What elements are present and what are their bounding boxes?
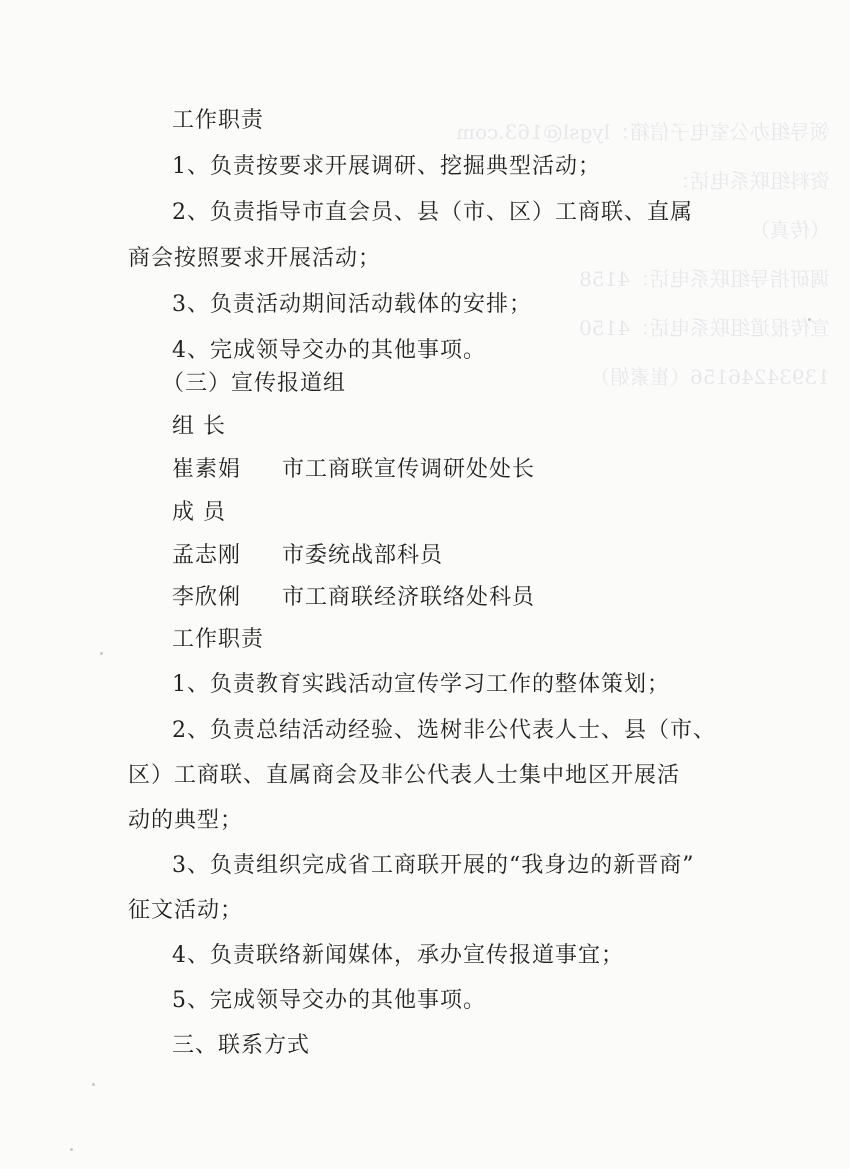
bleed-line: 领导组办公室电子信箱：lygsl@163.com bbox=[456, 120, 830, 144]
paragraph-line: 1、负责按要求开展调研、挖掘典型活动； bbox=[172, 154, 601, 179]
bleed-line: 调研指导组联系电话：4158 bbox=[579, 267, 830, 291]
section-heading: 工作职责 bbox=[172, 108, 265, 133]
bleed-line: 资料组联系电话： bbox=[670, 169, 830, 193]
paragraph-line: 3、负责活动期间活动载体的安排； bbox=[172, 292, 532, 317]
scan-speck bbox=[100, 652, 103, 655]
member-name: 李欣俐 bbox=[172, 585, 242, 610]
scan-speck bbox=[92, 1083, 95, 1086]
paragraph-line: 4、负责联络新闻媒体，承办宣传报道事宜； bbox=[172, 943, 624, 968]
scan-speck bbox=[70, 1148, 73, 1151]
paragraph-line: 5、完成领导交办的其他事项。 bbox=[172, 988, 486, 1013]
section-heading: 三、联系方式 bbox=[172, 1033, 311, 1058]
paragraph-line: 商会按照要求开展活动； bbox=[128, 246, 382, 271]
paragraph-line: 4、完成领导交办的其他事项。 bbox=[172, 338, 486, 363]
role-label: 组 长 bbox=[172, 414, 226, 439]
section-heading: （三）宣传报道组 bbox=[162, 371, 347, 396]
scan-speck bbox=[808, 318, 811, 321]
bleed-line: 13934246156（崔素娟） bbox=[590, 365, 830, 389]
paragraph-line: 3、负责组织完成省工商联开展的“我身边的新晋商” bbox=[172, 853, 695, 878]
member-title: 市委统战部科员 bbox=[282, 543, 444, 568]
member-name: 崔素娟 bbox=[172, 457, 242, 482]
paragraph-line: 区）工商联、直属商会及非公代表人士集中地区开展活 bbox=[128, 763, 681, 788]
member-title: 市工商联经济联络处科员 bbox=[282, 585, 536, 610]
member-name: 孟志刚 bbox=[172, 543, 242, 568]
paragraph-line: 征文活动； bbox=[128, 898, 244, 923]
role-label: 成 员 bbox=[172, 500, 226, 525]
paragraph-line: 1、负责教育实践活动宣传学习工作的整体策划； bbox=[172, 672, 670, 697]
paragraph-line: 2、负责总结活动经验、选树非公代表人士、县（市、 bbox=[172, 718, 716, 743]
bleed-through-text bbox=[456, 108, 830, 402]
member-title: 市工商联宣传调研处处长 bbox=[282, 457, 536, 482]
bleed-line: （传真） bbox=[750, 218, 830, 242]
section-heading: 工作职责 bbox=[172, 627, 265, 652]
paragraph-line: 动的典型； bbox=[128, 808, 244, 833]
bleed-line: 宣传报道组联系电话：4150 bbox=[579, 316, 830, 340]
paragraph-line: 2、负责指导市直会员、县（市、区）工商联、直属 bbox=[172, 200, 693, 225]
